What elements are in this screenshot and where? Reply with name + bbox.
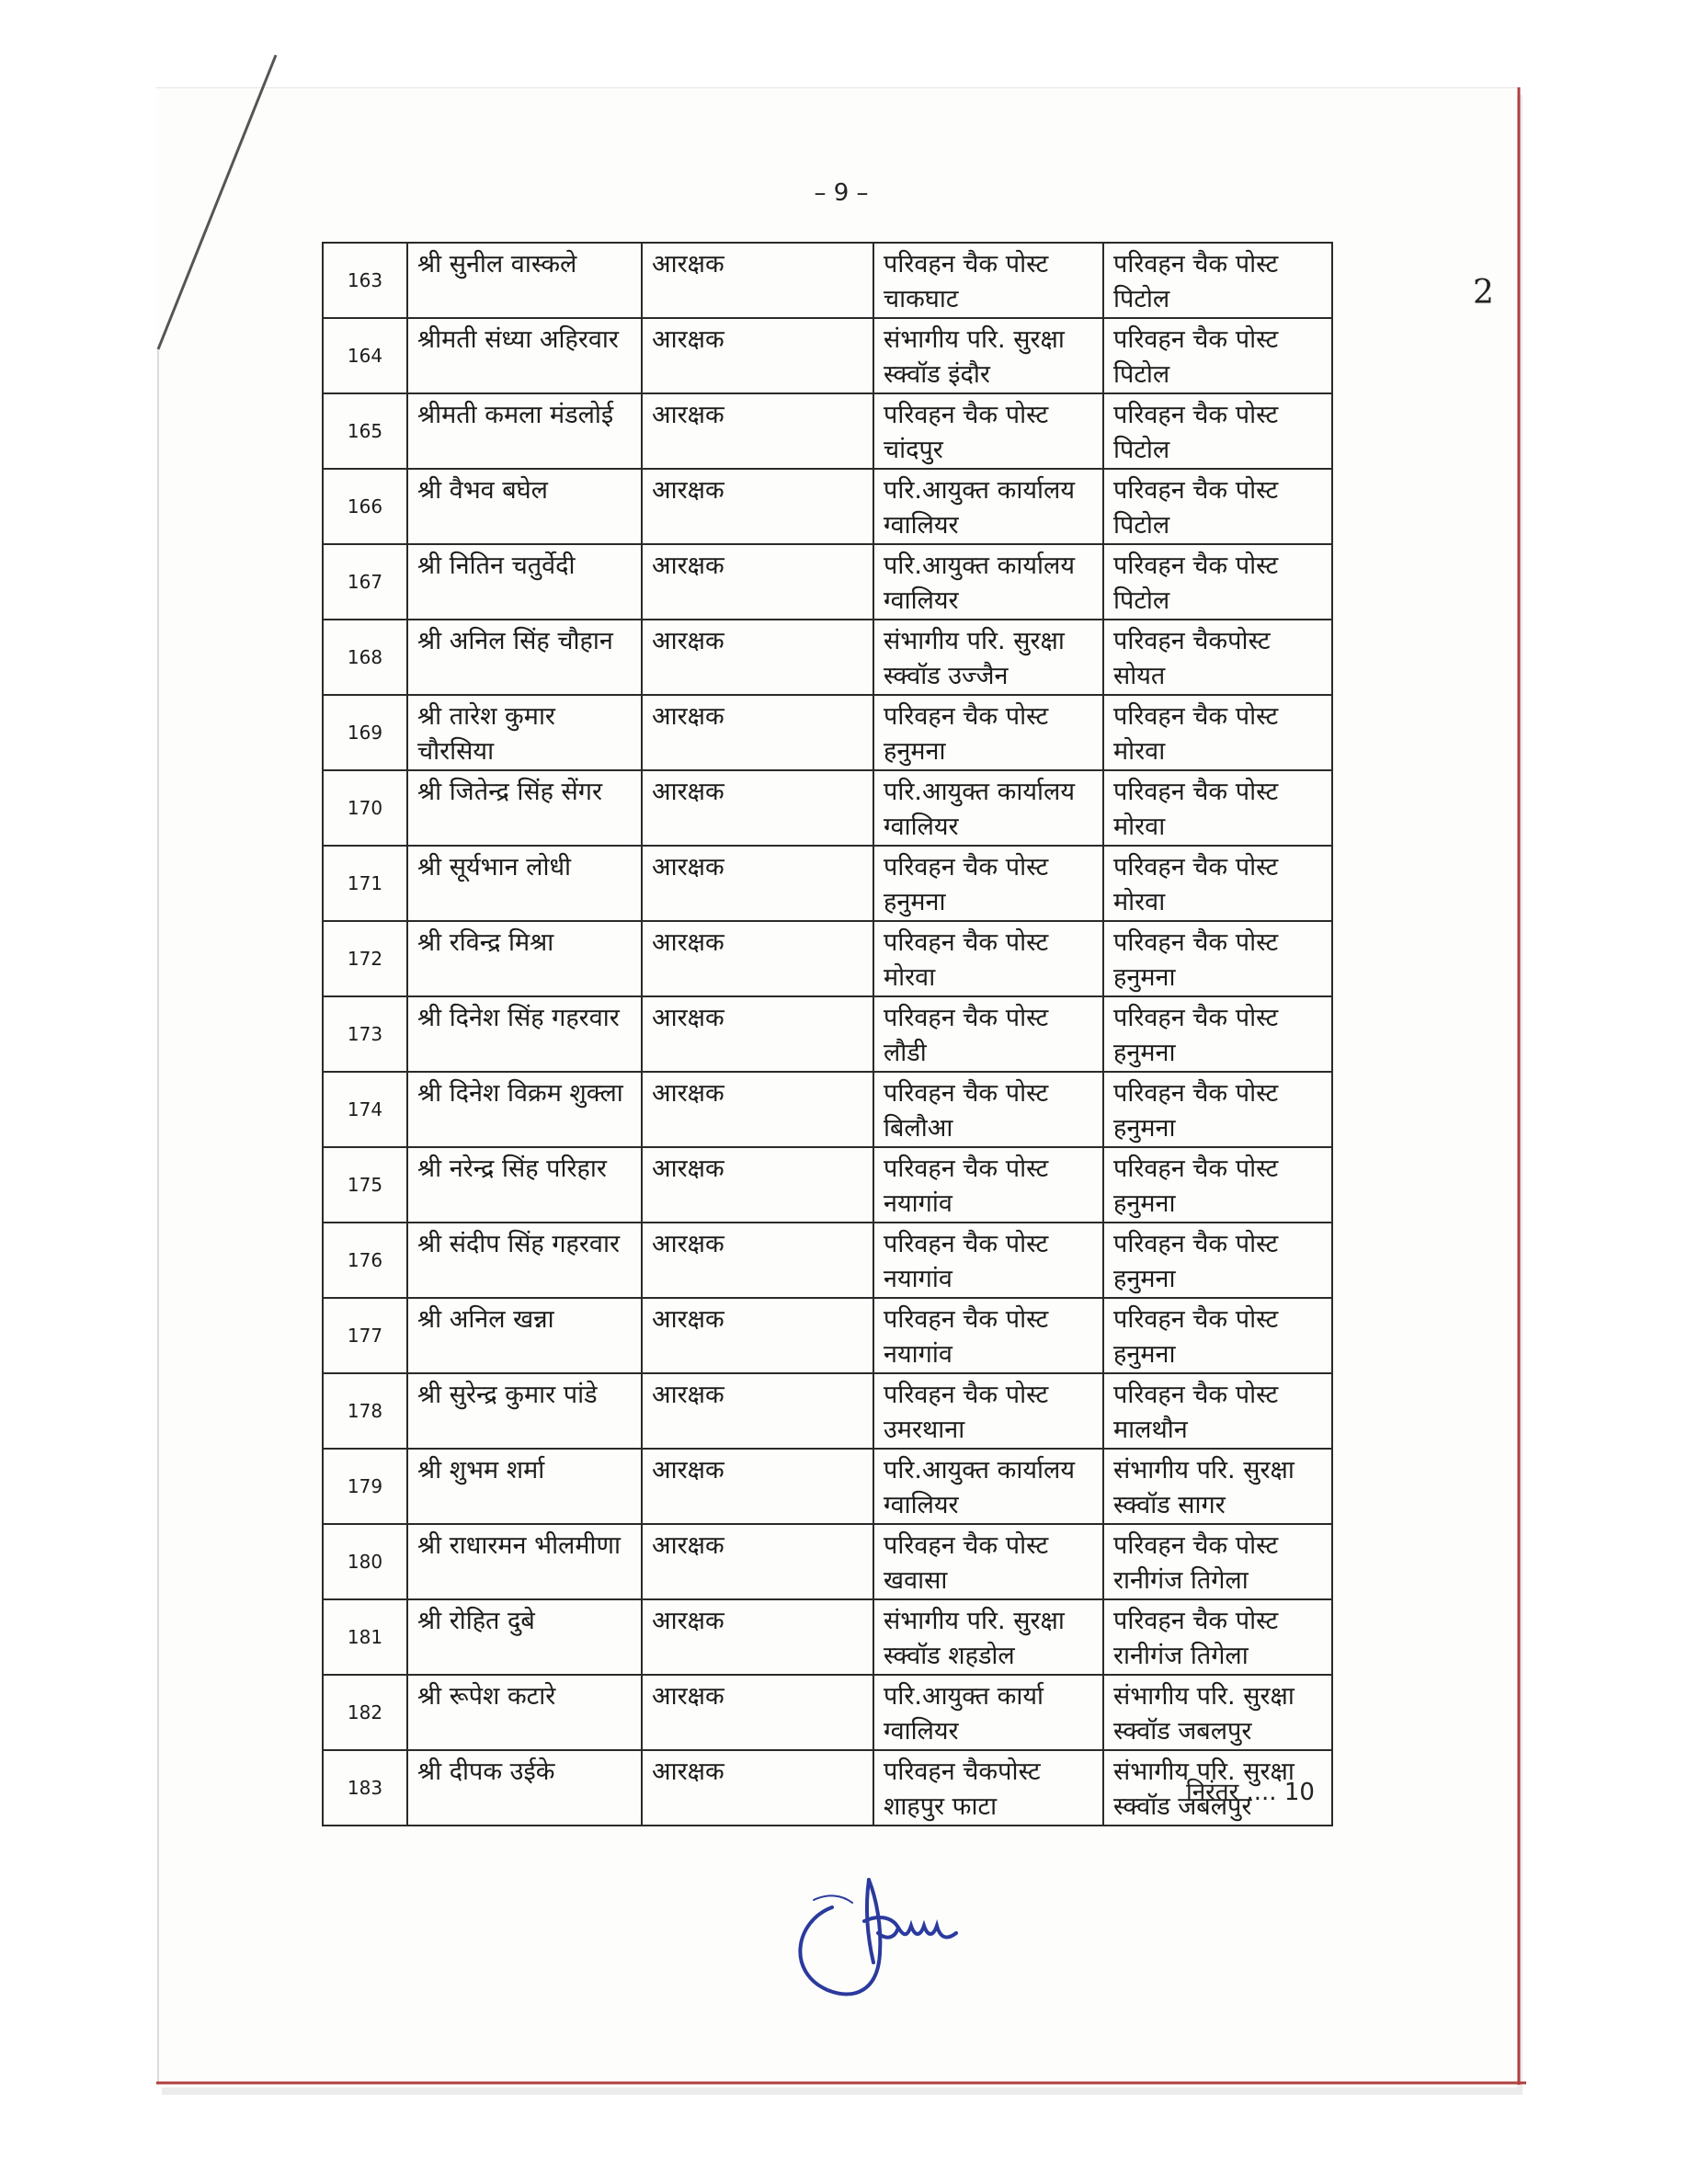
new-posting-cell: परिवहन चैक पोस्ट हनुमना	[1103, 1223, 1332, 1298]
transfer-table	[322, 242, 1333, 1826]
new-posting-cell: परिवहन चैक पोस्ट हनुमना	[1103, 1298, 1332, 1373]
current-posting-cell: परिवहन चैक पोस्ट चांदपुर	[873, 393, 1103, 469]
table-row	[323, 1750, 1332, 1826]
employee-name-cell: श्री जितेन्द्र सिंह सेंगर	[407, 770, 642, 846]
current-posting-cell: परि.आयुक्त कार्यालय ग्वालियर	[873, 544, 1103, 620]
designation-cell: आरक्षक	[642, 469, 873, 544]
current-posting-cell: परिवहन चैक पोस्ट हनुमना	[873, 846, 1103, 921]
signature-image	[777, 1852, 998, 2008]
new-posting-cell: परिवहन चैक पोस्ट मोरवा	[1103, 846, 1332, 921]
employee-name-cell: श्री रोहित दुबे	[407, 1599, 642, 1675]
table-row	[323, 469, 1332, 544]
current-posting-cell: परिवहन चैक पोस्ट नयागांव	[873, 1147, 1103, 1223]
table-row	[323, 1675, 1332, 1750]
table-body	[323, 243, 1332, 1826]
serial-number-cell: 172	[323, 921, 407, 996]
table-row	[323, 620, 1332, 695]
current-posting-cell: परिवहन चैक पोस्ट हनुमना	[873, 695, 1103, 770]
designation-cell: आरक्षक	[642, 1599, 873, 1675]
table-row	[323, 1072, 1332, 1147]
employee-name-cell: श्री राधारमन भीलमीणा	[407, 1524, 642, 1599]
employee-name-cell: श्री नरेन्द्र सिंह परिहार	[407, 1147, 642, 1223]
designation-cell: आरक्षक	[642, 996, 873, 1072]
table-row	[323, 846, 1332, 921]
designation-cell: आरक्षक	[642, 318, 873, 393]
current-posting-cell: परिवहन चैक पोस्ट उमरथाना	[873, 1373, 1103, 1449]
employee-name-cell: श्री सुरेन्द्र कुमार पांडे	[407, 1373, 642, 1449]
designation-cell: आरक्षक	[642, 921, 873, 996]
new-posting-cell: संभागीय परि. सुरक्षा स्क्वॉड जबलपुर	[1103, 1675, 1332, 1750]
serial-number-cell: 182	[323, 1675, 407, 1750]
table-row	[323, 1599, 1332, 1675]
new-posting-cell: परिवहन चैक पोस्ट पिटोल	[1103, 544, 1332, 620]
current-posting-cell: परि.आयुक्त कार्यालय ग्वालियर	[873, 469, 1103, 544]
table-row	[323, 1223, 1332, 1298]
current-posting-cell: परि.आयुक्त कार्यालय ग्वालियर	[873, 770, 1103, 846]
employee-name-cell: श्री नितिन चतुर्वेदी	[407, 544, 642, 620]
designation-cell: आरक्षक	[642, 1223, 873, 1298]
page-number: – 9 –	[814, 179, 869, 207]
table-row	[323, 921, 1332, 996]
new-posting-cell: परिवहन चैक पोस्ट रानीगंज तिगेला	[1103, 1524, 1332, 1599]
employee-name-cell: श्रीमती संध्या अहिरवार	[407, 318, 642, 393]
serial-number-cell: 167	[323, 544, 407, 620]
table-row	[323, 770, 1332, 846]
serial-number-cell: 176	[323, 1223, 407, 1298]
designation-cell: आरक्षक	[642, 1072, 873, 1147]
current-posting-cell: परि.आयुक्त कार्यालय ग्वालियर	[873, 1449, 1103, 1524]
current-posting-cell: परिवहन चैक पोस्ट बिलौआ	[873, 1072, 1103, 1147]
designation-cell: आरक्षक	[642, 846, 873, 921]
new-posting-cell: परिवहन चैक पोस्ट हनुमना	[1103, 1147, 1332, 1223]
current-posting-cell: परि.आयुक्त कार्या ग्वालियर	[873, 1675, 1103, 1750]
designation-cell: आरक्षक	[642, 1373, 873, 1449]
serial-number-cell: 180	[323, 1524, 407, 1599]
table-row	[323, 1524, 1332, 1599]
new-posting-cell: परिवहन चैक पोस्ट हनुमना	[1103, 996, 1332, 1072]
designation-cell: आरक्षक	[642, 393, 873, 469]
new-posting-cell: परिवहन चैक पोस्ट मोरवा	[1103, 695, 1332, 770]
serial-number-cell: 179	[323, 1449, 407, 1524]
employee-name-cell: श्रीमती कमला मंडलोई	[407, 393, 642, 469]
employee-name-cell: श्री सूर्यभान लोधी	[407, 846, 642, 921]
table-row	[323, 544, 1332, 620]
serial-number-cell: 173	[323, 996, 407, 1072]
table-row	[323, 1373, 1332, 1449]
serial-number-cell: 177	[323, 1298, 407, 1373]
table-row	[323, 695, 1332, 770]
employee-name-cell: श्री दिनेश सिंह गहरवार	[407, 996, 642, 1072]
serial-number-cell: 170	[323, 770, 407, 846]
serial-number-cell: 183	[323, 1750, 407, 1826]
current-posting-cell: संभागीय परि. सुरक्षा स्क्वॉड उज्जैन	[873, 620, 1103, 695]
current-posting-cell: परिवहन चैक पोस्ट मोरवा	[873, 921, 1103, 996]
table-row	[323, 1147, 1332, 1223]
employee-name-cell: श्री रविन्द्र मिश्रा	[407, 921, 642, 996]
current-posting-cell: परिवहन चैक पोस्ट लौडी	[873, 996, 1103, 1072]
new-posting-cell: परिवहन चैक पोस्ट पिटोल	[1103, 393, 1332, 469]
employee-name-cell: श्री सुनील वास्कले	[407, 243, 642, 318]
serial-number-cell: 181	[323, 1599, 407, 1675]
new-posting-cell: परिवहन चैक पोस्ट रानीगंज तिगेला	[1103, 1599, 1332, 1675]
designation-cell: आरक्षक	[642, 544, 873, 620]
current-posting-cell: संभागीय परि. सुरक्षा स्क्वॉड शहडोल	[873, 1599, 1103, 1675]
current-posting-cell: परिवहन चैक पोस्ट खवासा	[873, 1524, 1103, 1599]
employee-name-cell: श्री दीपक उईके	[407, 1750, 642, 1826]
designation-cell: आरक्षक	[642, 1675, 873, 1750]
designation-cell: आरक्षक	[642, 1298, 873, 1373]
employee-name-cell: श्री अनिल सिंह चौहान	[407, 620, 642, 695]
designation-cell: आरक्षक	[642, 1449, 873, 1524]
new-posting-cell: संभागीय परि. सुरक्षा स्क्वॉड सागर	[1103, 1449, 1332, 1524]
continued-note: निरंतर .... 10	[1186, 1779, 1315, 1806]
new-posting-cell: परिवहन चैक पोस्ट पिटोल	[1103, 469, 1332, 544]
serial-number-cell: 174	[323, 1072, 407, 1147]
employee-name-cell: श्री संदीप सिंह गहरवार	[407, 1223, 642, 1298]
serial-number-cell: 163	[323, 243, 407, 318]
designation-cell: आरक्षक	[642, 1147, 873, 1223]
new-posting-cell: परिवहन चैक पोस्ट हनुमना	[1103, 921, 1332, 996]
new-posting-cell: परिवहन चैक पोस्ट मोरवा	[1103, 770, 1332, 846]
serial-number-cell: 166	[323, 469, 407, 544]
current-posting-cell: परिवहन चैक पोस्ट नयागांव	[873, 1298, 1103, 1373]
designation-cell: आरक्षक	[642, 770, 873, 846]
current-posting-cell: परिवहन चैकपोस्ट शाहपुर फाटा	[873, 1750, 1103, 1826]
designation-cell: आरक्षक	[642, 695, 873, 770]
new-posting-cell: परिवहन चैक पोस्ट हनुमना	[1103, 1072, 1332, 1147]
current-posting-cell: परिवहन चैक पोस्ट नयागांव	[873, 1223, 1103, 1298]
current-posting-cell: परिवहन चैक पोस्ट चाकघाट	[873, 243, 1103, 318]
employee-name-cell: श्री दिनेश विक्रम शुक्ला	[407, 1072, 642, 1147]
designation-cell: आरक्षक	[642, 1524, 873, 1599]
new-posting-cell: परिवहन चैक पोस्ट मालथौन	[1103, 1373, 1332, 1449]
table-row	[323, 996, 1332, 1072]
serial-number-cell: 165	[323, 393, 407, 469]
employee-name-cell: श्री रूपेश कटारे	[407, 1675, 642, 1750]
table-row	[323, 393, 1332, 469]
new-posting-cell: परिवहन चैकपोस्ट सोयत	[1103, 620, 1332, 695]
designation-cell: आरक्षक	[642, 620, 873, 695]
serial-number-cell: 175	[323, 1147, 407, 1223]
new-posting-cell: संभागीय परि. सुरक्षा स्क्वॉड जबलपुर	[1103, 1750, 1332, 1826]
employee-name-cell: श्री शुभम शर्मा	[407, 1449, 642, 1524]
current-posting-cell: संभागीय परि. सुरक्षा स्क्वॉड इंदौर	[873, 318, 1103, 393]
serial-number-cell: 178	[323, 1373, 407, 1449]
designation-cell: आरक्षक	[642, 1750, 873, 1826]
table-row	[323, 243, 1332, 318]
table-row	[323, 1449, 1332, 1524]
designation-cell: आरक्षक	[642, 243, 873, 318]
table-row	[323, 318, 1332, 393]
employee-name-cell: श्री अनिल खन्ना	[407, 1298, 642, 1373]
serial-number-cell: 168	[323, 620, 407, 695]
employee-name-cell: श्री वैभव बघेल	[407, 469, 642, 544]
serial-number-cell: 169	[323, 695, 407, 770]
margin-mark: 2	[1473, 274, 1494, 312]
new-posting-cell: परिवहन चैक पोस्ट पिटोल	[1103, 318, 1332, 393]
employee-name-cell: श्री तारेश कुमार चौरसिया	[407, 695, 642, 770]
new-posting-cell: परिवहन चैक पोस्ट पिटोल	[1103, 243, 1332, 318]
table-row	[323, 1298, 1332, 1373]
serial-number-cell: 171	[323, 846, 407, 921]
serial-number-cell: 164	[323, 318, 407, 393]
